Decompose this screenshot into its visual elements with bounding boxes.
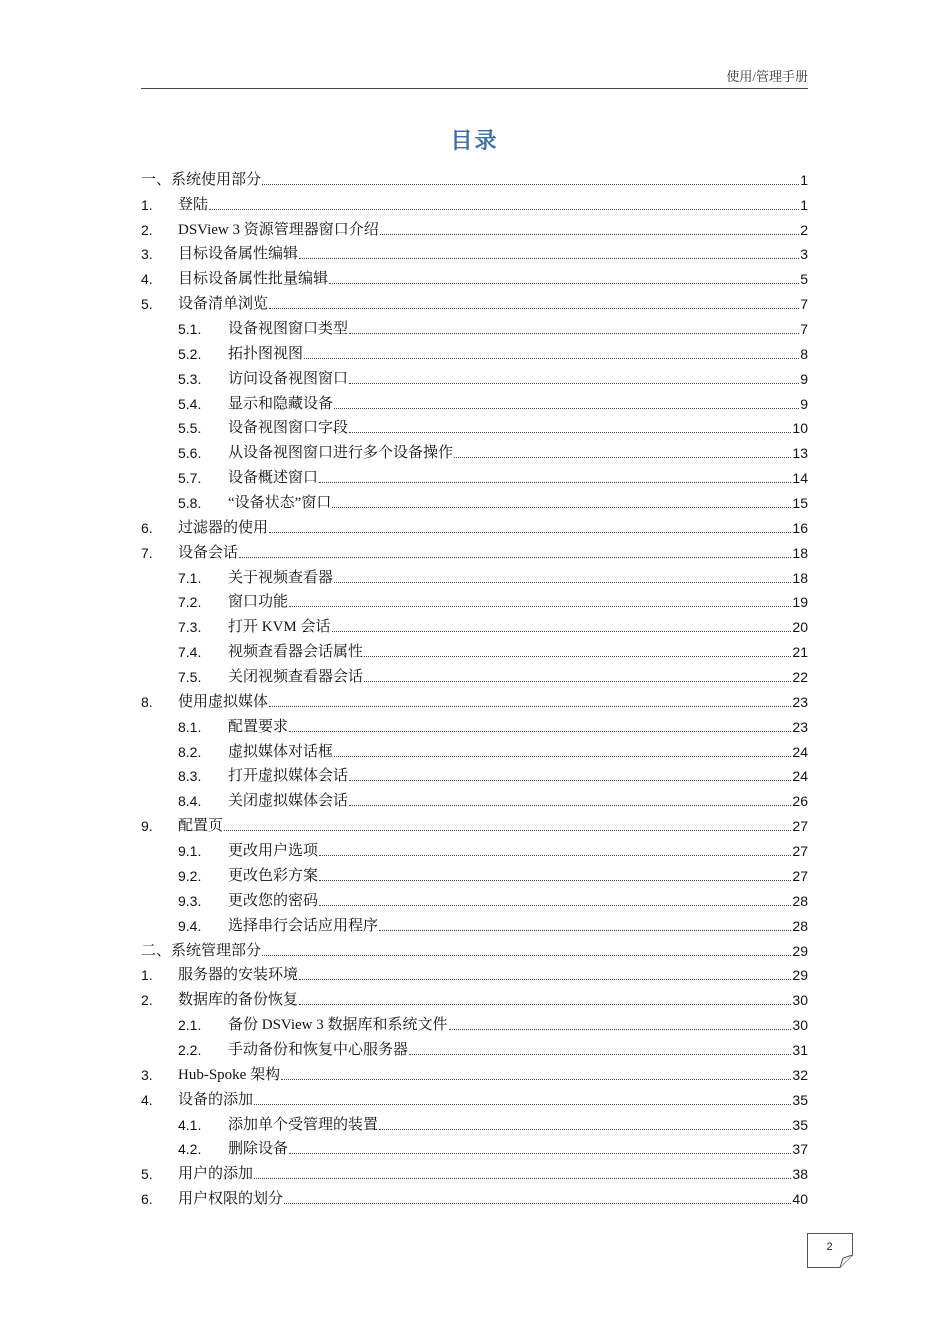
toc-entry-title: 目标设备属性编辑 [178, 246, 299, 263]
toc-entry-title: 添加单个受管理的装置 [228, 1116, 379, 1133]
toc-entry-number: 9.2. [178, 867, 202, 884]
toc-entry-number: 7.2. [178, 594, 202, 611]
toc-entry-title: 备份 DSView 3 数据库和系统文件 [228, 1017, 448, 1034]
toc-entry-number: 4. [141, 1091, 153, 1108]
header-divider [141, 88, 808, 89]
toc-entry[interactable] [141, 1035, 808, 1060]
toc-entry-title: 用户的添加 [178, 1166, 254, 1183]
toc-entry[interactable] [141, 786, 808, 811]
toc-entry-page: 27 [792, 867, 808, 884]
toc-entry[interactable] [141, 811, 808, 836]
toc-entry[interactable] [141, 1060, 808, 1085]
toc-entry[interactable] [141, 389, 808, 414]
toc-entry-page: 30 [792, 1017, 808, 1034]
toc-entry[interactable] [141, 612, 808, 637]
toc-entry-title: 设备会话 [178, 544, 239, 561]
toc-dot-leader [269, 532, 791, 533]
toc-dot-leader [269, 706, 791, 707]
toc-entry[interactable] [141, 712, 808, 737]
toc-dot-leader [299, 258, 799, 259]
toc-entry-number: 9. [141, 818, 153, 835]
toc-entry-title: 设备视图窗口类型 [228, 321, 349, 338]
toc-entry[interactable] [141, 737, 808, 762]
toc-dot-leader [224, 830, 791, 831]
toc-entry[interactable] [141, 289, 808, 314]
toc-entry-number: 5.8. [178, 495, 202, 512]
toc-dot-leader [319, 905, 791, 906]
toc-entry-title: 使用虚拟媒体 [178, 693, 269, 710]
toc-entry-number: 4.1. [178, 1116, 202, 1133]
toc-entry[interactable] [141, 414, 808, 439]
toc-entry-page: 21 [792, 644, 808, 661]
toc-entry[interactable] [141, 1184, 808, 1209]
toc-entry-title: 视频查看器会话属性 [228, 644, 364, 661]
toc-entry-title: 打开 KVM 会话 [228, 619, 331, 636]
toc-entry-number: 8.4. [178, 793, 202, 810]
toc-entry-page: 28 [792, 917, 808, 934]
toc-entry[interactable] [141, 687, 808, 712]
toc-dot-leader [209, 209, 799, 210]
toc-dot-leader [334, 582, 791, 583]
toc-entry-page: 5 [800, 271, 808, 288]
toc-entry-page: 29 [792, 942, 808, 959]
toc-entry[interactable] [141, 215, 808, 240]
toc-dot-leader [334, 408, 799, 409]
toc-entry-title: 服务器的安装环境 [178, 967, 299, 984]
toc-entry-title: 删除设备 [228, 1141, 289, 1158]
toc-dot-leader [284, 1203, 791, 1204]
toc-entry-number: 7.4. [178, 644, 202, 661]
toc-entry-title: 窗口功能 [228, 594, 289, 611]
toc-entry-page: 15 [792, 495, 808, 512]
toc-entry-page: 23 [792, 693, 808, 710]
toc-entry-number: 9.1. [178, 843, 202, 860]
toc-entry[interactable] [141, 513, 808, 538]
toc-entry[interactable] [141, 1085, 808, 1110]
toc-entry-page: 24 [792, 768, 808, 785]
toc-dot-leader [304, 358, 799, 359]
toc-entry-page: 20 [792, 619, 808, 636]
toc-entry-number: 5.4. [178, 395, 202, 412]
toc-entry-page: 18 [792, 544, 808, 561]
toc-dot-leader [254, 1104, 791, 1105]
toc-entry-number: 2. [141, 992, 153, 1009]
toc-entry-page: 28 [792, 892, 808, 909]
toc-entry[interactable] [141, 662, 808, 687]
toc-entry-page: 1 [800, 171, 808, 188]
toc-entry-number: 5.7. [178, 470, 202, 487]
toc-entry-number: 4. [141, 271, 153, 288]
toc-dot-leader [349, 432, 791, 433]
toc-entry[interactable] [141, 961, 808, 986]
toc-entry[interactable] [141, 165, 808, 190]
toc-entry-page: 10 [792, 420, 808, 437]
toc-entry-title: 显示和隐藏设备 [228, 395, 334, 412]
toc-dot-leader [449, 1029, 792, 1030]
toc-entry-number: 5.1. [178, 321, 202, 338]
toc-entry-title: 登陆 [178, 196, 209, 213]
toc-entry-page: 27 [792, 818, 808, 835]
toc-entry-number: 7.3. [178, 619, 202, 636]
toc-dot-leader [329, 283, 799, 284]
toc-entry-page: 3 [800, 246, 808, 263]
toc-entry-title: 设备清单浏览 [178, 296, 269, 313]
toc-dot-leader [289, 606, 791, 607]
toc-entry[interactable] [141, 1135, 808, 1160]
toc-dot-leader [319, 880, 791, 881]
toc-entry-title: 设备概述窗口 [228, 470, 319, 487]
toc-entry[interactable] [141, 488, 808, 513]
toc-entry-page: 24 [792, 743, 808, 760]
toc-dot-leader [262, 184, 799, 185]
toc-entry-page: 9 [800, 370, 808, 387]
toc-entry-page: 14 [792, 470, 808, 487]
toc-entry[interactable] [141, 836, 808, 861]
toc-entry-title: 拓扑图视图 [228, 345, 304, 362]
toc-entry-number: 2.1. [178, 1017, 202, 1034]
toc-dot-leader [349, 333, 799, 334]
toc-entry[interactable] [141, 339, 808, 364]
toc-entry-number: 7.5. [178, 669, 202, 686]
toc-dot-leader [319, 482, 791, 483]
toc-entry-number: 3. [141, 1066, 153, 1083]
toc-entry-page: 37 [792, 1141, 808, 1158]
toc-dot-leader [269, 308, 799, 309]
toc-entry[interactable] [141, 861, 808, 886]
toc-entry-number: 5. [141, 296, 153, 313]
toc-entry-page: 22 [792, 669, 808, 686]
toc-entry[interactable] [141, 190, 808, 215]
toc-entry-page: 26 [792, 793, 808, 810]
toc-entry-number: 8.3. [178, 768, 202, 785]
toc-entry-number: 5.6. [178, 445, 202, 462]
toc-entry-page: 40 [792, 1191, 808, 1208]
toc-entry-page: 23 [792, 718, 808, 735]
toc-entry-page: 16 [792, 519, 808, 536]
table-of-contents [141, 165, 808, 1209]
toc-entry-title: 数据库的备份恢复 [178, 992, 299, 1009]
toc-dot-leader [379, 1129, 791, 1130]
toc-dot-leader [299, 979, 791, 980]
toc-dot-leader [349, 805, 791, 806]
toc-entry-page: 2 [800, 221, 808, 238]
toc-entry-title: 一、系统使用部分 [141, 171, 262, 188]
toc-entry-page: 31 [792, 1041, 808, 1058]
toc-entry-page: 32 [792, 1066, 808, 1083]
toc-entry-title: DSView 3 资源管理器窗口介绍 [178, 221, 379, 238]
toc-entry-page: 38 [792, 1166, 808, 1183]
toc-dot-leader [262, 955, 791, 956]
toc-dot-leader [289, 731, 791, 732]
toc-entry-page: 35 [792, 1091, 808, 1108]
toc-entry-page: 35 [792, 1116, 808, 1133]
toc-title: 目录 [450, 128, 499, 153]
page-number-box [807, 1233, 852, 1267]
toc-entry[interactable] [141, 1110, 808, 1135]
toc-entry[interactable] [141, 985, 808, 1010]
toc-entry-title: 更改您的密码 [228, 892, 319, 909]
toc-entry-title: 设备视图窗口字段 [228, 420, 349, 437]
toc-entry-title: 访问设备视图窗口 [228, 370, 349, 387]
toc-entry-number: 1. [141, 196, 153, 213]
toc-entry-title: 从设备视图窗口进行多个设备操作 [228, 445, 454, 462]
toc-entry-number: 1. [141, 967, 153, 984]
running-header: 使用/管理手册 [726, 69, 808, 84]
toc-entry-page: 29 [792, 967, 808, 984]
toc-entry-title: 虚拟媒体对话框 [228, 743, 334, 760]
toc-entry[interactable] [141, 264, 808, 289]
toc-dot-leader [319, 855, 791, 856]
toc-entry-page: 30 [792, 992, 808, 1009]
toc-entry[interactable] [141, 886, 808, 911]
toc-entry[interactable] [141, 1159, 808, 1184]
toc-entry-page: 7 [800, 296, 808, 313]
toc-dot-leader [281, 1079, 791, 1080]
toc-dot-leader [299, 1004, 791, 1005]
toc-entry-title: 选择串行会话应用程序 [228, 917, 379, 934]
toc-dot-leader [239, 557, 791, 558]
toc-entry-title: “设备状态”窗口 [228, 495, 332, 512]
toc-entry-number: 3. [141, 246, 153, 263]
toc-dot-leader [332, 631, 792, 632]
toc-dot-leader [349, 780, 791, 781]
toc-entry-title: 更改色彩方案 [228, 867, 319, 884]
toc-entry-title: 二、系统管理部分 [141, 942, 262, 959]
toc-entry-number: 2. [141, 221, 153, 238]
toc-entry-number: 7. [141, 544, 153, 561]
toc-entry-number: 8.1. [178, 718, 202, 735]
toc-dot-leader [332, 507, 791, 508]
toc-entry-number: 8.2. [178, 743, 202, 760]
toc-entry[interactable] [141, 588, 808, 613]
toc-entry-title: 手动备份和恢复中心服务器 [228, 1041, 409, 1058]
toc-entry-page: 8 [800, 345, 808, 362]
toc-entry-number: 7.1. [178, 569, 202, 586]
page-number: 2 [826, 1241, 833, 1253]
toc-entry-number: 6. [141, 1191, 153, 1208]
toc-entry-number: 5.2. [178, 345, 202, 362]
toc-dot-leader [289, 1153, 791, 1154]
toc-dot-leader [349, 383, 799, 384]
toc-entry-number: 5.5. [178, 420, 202, 437]
toc-entry-page: 27 [792, 843, 808, 860]
toc-entry[interactable] [141, 240, 808, 265]
toc-entry-page: 13 [792, 445, 808, 462]
toc-dot-leader [254, 1178, 791, 1179]
toc-entry[interactable] [141, 563, 808, 588]
toc-entry-title: 打开虚拟媒体会话 [228, 768, 349, 785]
toc-entry-number: 6. [141, 519, 153, 536]
toc-entry-number: 5.3. [178, 370, 202, 387]
toc-entry[interactable] [141, 762, 808, 787]
toc-dot-leader [454, 457, 791, 458]
toc-entry[interactable] [141, 911, 808, 936]
toc-dot-leader [364, 681, 791, 682]
toc-entry-title: 更改用户选项 [228, 843, 319, 860]
toc-dot-leader [380, 234, 799, 235]
toc-entry-number: 9.3. [178, 892, 202, 909]
toc-dot-leader [379, 930, 791, 931]
toc-dot-leader [409, 1054, 791, 1055]
toc-entry-title: 用户权限的划分 [178, 1191, 284, 1208]
toc-entry-title: 过滤器的使用 [178, 519, 269, 536]
toc-entry[interactable] [141, 538, 808, 563]
toc-entry-page: 1 [800, 196, 808, 213]
toc-entry-page: 18 [792, 569, 808, 586]
toc-entry-title: 目标设备属性批量编辑 [178, 271, 329, 288]
toc-entry[interactable] [141, 364, 808, 389]
toc-entry-page: 9 [800, 395, 808, 412]
toc-entry[interactable] [141, 438, 808, 463]
toc-dot-leader [364, 656, 791, 657]
toc-entry-title: 关闭视频查看器会话 [228, 669, 364, 686]
toc-dot-leader [334, 756, 791, 757]
toc-entry[interactable] [141, 637, 808, 662]
toc-entry-title: 配置页 [178, 818, 224, 835]
toc-entry-page: 19 [792, 594, 808, 611]
toc-entry-title: 设备的添加 [178, 1091, 254, 1108]
toc-entry-number: 4.2. [178, 1141, 202, 1158]
toc-entry-number: 8. [141, 693, 153, 710]
toc-entry-title: Hub-Spoke 架构 [178, 1066, 281, 1083]
toc-entry[interactable] [141, 314, 808, 339]
toc-entry-number: 5. [141, 1166, 153, 1183]
toc-entry-number: 9.4. [178, 917, 202, 934]
toc-entry-title: 配置要求 [228, 718, 289, 735]
toc-entry[interactable] [141, 463, 808, 488]
toc-entry-title: 关闭虚拟媒体会话 [228, 793, 349, 810]
toc-entry-page: 7 [800, 321, 808, 338]
toc-entry-number: 2.2. [178, 1041, 202, 1058]
toc-entry[interactable] [141, 936, 808, 961]
toc-entry[interactable] [141, 1010, 808, 1035]
toc-entry-title: 关于视频查看器 [228, 569, 334, 586]
